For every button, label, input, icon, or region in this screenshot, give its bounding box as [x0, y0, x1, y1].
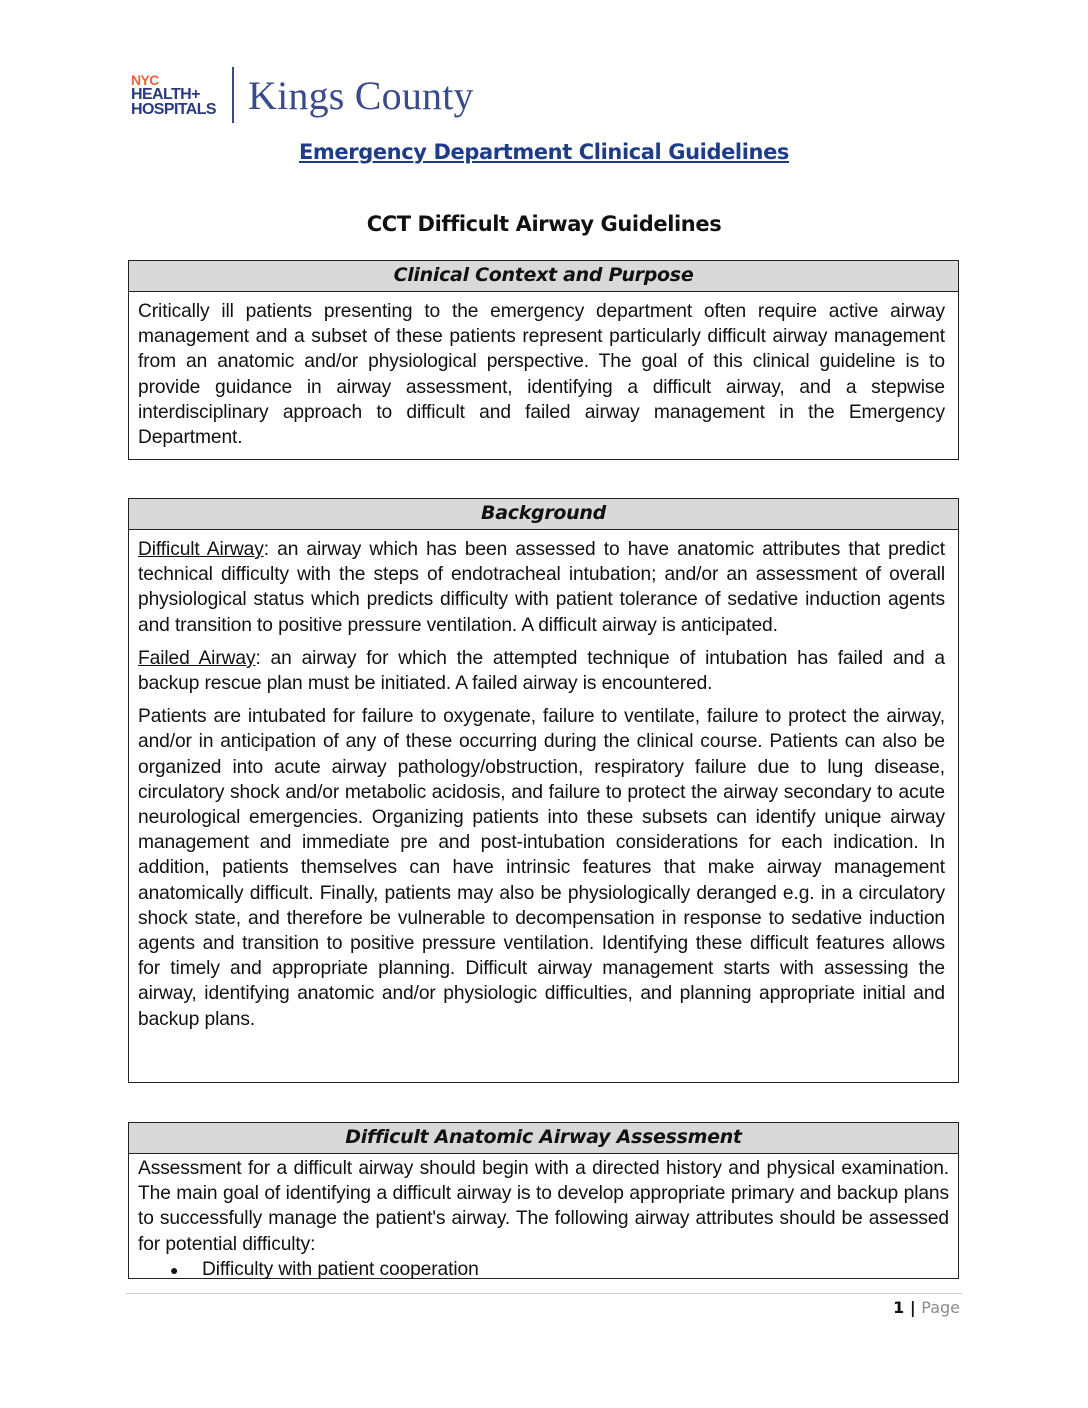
document-title: Emergency Department Clinical Guidelines [298, 140, 790, 164]
paragraph: Patients are intubated for failure to oxygenate, failure to ventilate, failure to protect the airway, and/or in anticipation of any of these occurring during the clinical course. Patients can also be organized into acute airway pathology/obstruction, respiratory failure due to lung disease, circulatory shock and/or metabolic acidosis, and failure to protect the airway secondary to acute neurological emergencies. Organizing patients into these subsets can identify unique airway management and immediate pre and post-intubation considerations for each indication. In addition, patients themselves can have intrinsic features that make airway management anatomically difficult. Finally, patients may also be physiologically deranged e.g. in a circulatory shock state, and therefore be vulnerable to decompensation in response to sedative induction agents and transition to positive pressure ventilation. Identifying these difficult features allows for timely and appropriate planning. Difficult airway management starts with assessing the airway, identifying anatomic and/or physiologic difficulties, and planning appropriate initial and backup plans. [138, 706, 945, 1030]
paragraph: Critically ill patients presenting to the emergency department often require active airway management and a subset of these patients represent particularly difficult airway management from an anatomic and/or physiological perspective. The goal of this clinical guideline is to provide guidance in airway assessment, identifying a difficult airway, and a stepwise interdisciplinary approach to difficult and failed airway management in the Emergency Department. [138, 301, 945, 449]
hospital-logo [131, 66, 474, 124]
logo-nyc-text: NYC [131, 71, 159, 88]
section-body [129, 1154, 958, 1283]
page-label: Page [921, 1298, 960, 1317]
page-footer [893, 1298, 960, 1317]
site-name: Kings County [247, 72, 474, 118]
document-subtitle: CCT Difficult Airway Guidelines [366, 212, 722, 236]
bullet-icon: ● [170, 1261, 179, 1278]
logo-divider [232, 67, 234, 123]
list-item-text: Difficulty with patient cooperation [202, 1258, 479, 1280]
term-difficult-airway: Difficult Airway [138, 539, 264, 560]
section-background [128, 498, 959, 1083]
nyc-health-hospitals-wordmark [131, 71, 216, 118]
term-failed-airway: Failed Airway [138, 647, 256, 669]
page-number: 1 [893, 1298, 905, 1317]
paragraph: Assessment for a difficult airway should begin with a directed history and physical examination. The main goal of identifying a difficult airway is to develop appropriate primary and backup plans to successfully manage the patient's airway. The following airway attributes should be assessed for potential difficulty: [138, 1158, 949, 1255]
section-anatomic-assessment [128, 1122, 959, 1279]
definition-failed-airway [138, 646, 945, 696]
list-item [170, 1257, 949, 1283]
logo-health-text: HEALTH+ [131, 85, 200, 103]
section-clinical-context [128, 260, 959, 460]
section-body [129, 292, 958, 450]
section-heading: Difficult Anatomic Airway Assessment [129, 1123, 958, 1154]
footer-divider [126, 1293, 962, 1294]
page-separator: | [904, 1298, 922, 1317]
section-heading: Background [129, 499, 958, 530]
section-body [129, 530, 958, 1032]
definition-difficult-airway [138, 537, 945, 638]
section-heading: Clinical Context and Purpose [129, 261, 958, 292]
logo-hospitals-text: HOSPITALS [131, 100, 216, 118]
definition-text: : an airway for which the attempted technique of intubation has failed and a backup rescue plan must be initiated. A failed airway is encountered. [138, 647, 945, 695]
definition-text: : an airway which has been assessed to have anatomic attributes that predict technical difficulty with the steps of endotracheal intubation; and/or an assessment of overall physiological status which predicts difficulty with patient tolerance of sedative induction agents and transition to positive pressure ventilation. A difficult airway is anticipated. [138, 539, 945, 636]
